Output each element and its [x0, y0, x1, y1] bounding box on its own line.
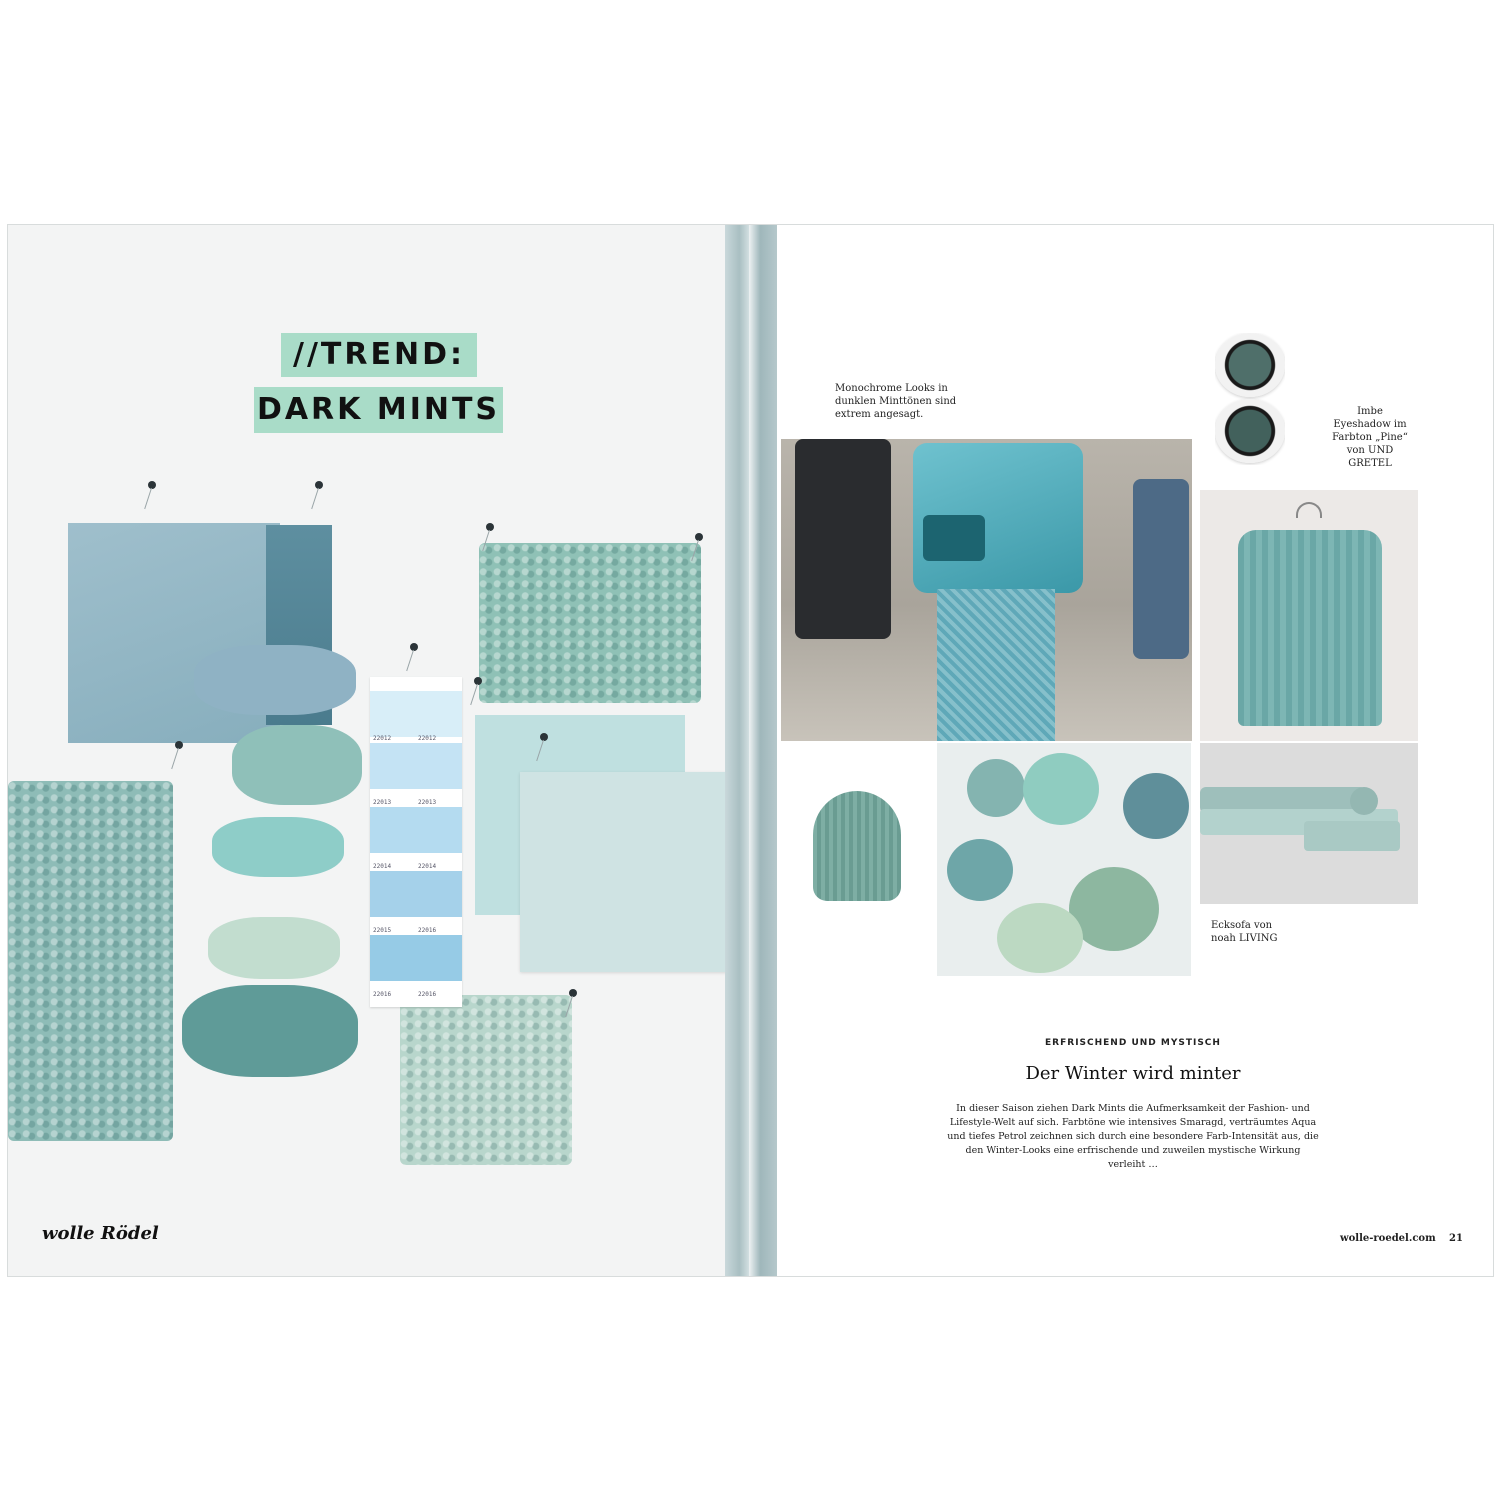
pin	[410, 643, 418, 651]
photo-sofa	[1200, 743, 1418, 904]
photo-streetstyle	[781, 439, 1192, 741]
page-number: 21	[1449, 1233, 1463, 1244]
yarn-ball	[1023, 753, 1099, 825]
yarn-bow-2	[232, 725, 362, 805]
pin	[175, 741, 183, 749]
eyeshadow-pan	[1215, 399, 1285, 463]
chip-code: 22015	[373, 927, 392, 934]
figure-tweed-trousers	[937, 589, 1055, 741]
yarn-bow-4	[208, 917, 340, 979]
figure-dark-trousers	[795, 439, 891, 639]
yarn-ball	[947, 839, 1013, 901]
fabric-swatch-pale	[520, 772, 725, 972]
yarn-bow-5	[182, 985, 358, 1077]
pin	[695, 533, 703, 541]
caption-eyeshadow: Imbe Eyeshadow im Farbton „Pine“ von UND GRETEL	[1332, 406, 1408, 469]
color-chip-card	[370, 677, 462, 1007]
magazine-spread	[7, 224, 1494, 1277]
article-page	[777, 225, 1493, 1276]
chip-4	[370, 871, 462, 917]
figure-jeans	[1133, 479, 1189, 659]
yarn-bow-3	[212, 817, 344, 877]
sofa-arm	[1350, 787, 1378, 815]
photo-cardigan	[1200, 490, 1418, 741]
eyeshadow-lid	[1215, 333, 1285, 397]
page-fold	[725, 225, 749, 1276]
handbag	[923, 515, 985, 561]
chip-5	[370, 935, 462, 981]
article-kicker: ERFRISCHEND UND MYSTISCH	[1045, 1038, 1221, 1048]
chip-2	[370, 743, 462, 789]
knit-sample-seed-stitch	[479, 543, 701, 703]
article-body: In dieser Saison ziehen Dark Mints die Aufmerksamkeit der Fashion- und Lifestyle-Welt auf sich. Farbtöne wie intensives Smaragd, verträumtes Aqua und tiefes Petrol zeichnen sich durch eine besondere Farb-Intensität aus, die den Winter-Looks eine erfrischende und zuweilen mystische Wirkung verleiht …	[947, 1103, 1319, 1170]
brand-logo: wolle Rödel	[42, 1223, 159, 1244]
yarn-ball	[997, 903, 1083, 973]
page-fold-shadow	[749, 225, 777, 1276]
pin	[569, 989, 577, 997]
article-headline: Der Winter wird minter	[1025, 1063, 1241, 1084]
sofa-ottoman	[1304, 821, 1400, 851]
cardigan	[1238, 530, 1382, 726]
caption-streetstyle: Monochrome Looks in dunklen Minttönen sind extrem angesagt.	[835, 383, 957, 420]
photo-yarn-balls	[937, 743, 1191, 976]
hanger-icon	[1296, 502, 1322, 518]
chip-code: 22016	[418, 991, 437, 998]
yarn-ball	[967, 759, 1025, 817]
footer-url[interactable]: wolle-roedel.com	[1340, 1233, 1436, 1244]
pin	[474, 677, 482, 685]
chip-code: 22013	[373, 799, 392, 806]
trend-title: DARK MINTS	[254, 387, 503, 433]
photo-eyeshadow	[1215, 333, 1285, 465]
pin	[540, 733, 548, 741]
trend-label: //TREND:	[281, 333, 477, 377]
caption-sofa: Ecksofa von noah LIVING	[1211, 920, 1278, 944]
chip-code: 22016	[373, 991, 392, 998]
yarn-bow-1	[194, 645, 356, 715]
pin	[148, 481, 156, 489]
chip-code: 22013	[418, 799, 437, 806]
beanie	[813, 791, 901, 901]
photo-beanie	[799, 791, 919, 911]
chip-code: 22012	[418, 735, 437, 742]
chip-code: 22012	[373, 735, 392, 742]
knit-sample-cable	[8, 781, 173, 1141]
chip-3	[370, 807, 462, 853]
knit-sample-mohair	[400, 995, 572, 1165]
chip-code: 22014	[373, 863, 392, 870]
chip-code: 22014	[418, 863, 437, 870]
chip-1	[370, 691, 462, 737]
chip-code: 22016	[418, 927, 437, 934]
moodboard-page	[8, 225, 725, 1276]
pin	[315, 481, 323, 489]
pin	[486, 523, 494, 531]
yarn-ball	[1123, 773, 1189, 839]
